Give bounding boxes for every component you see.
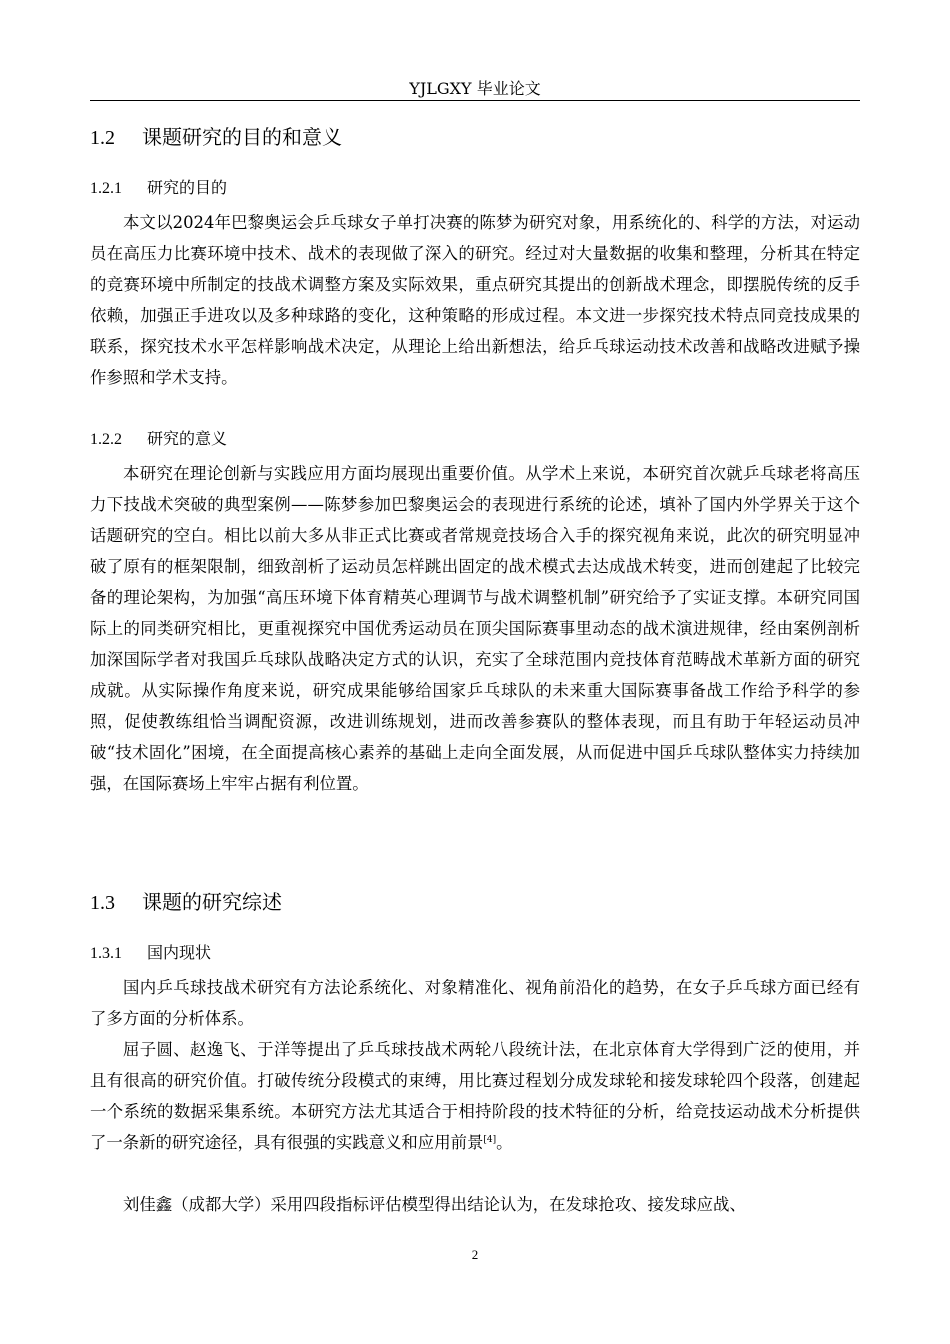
subsection-number: 1.2.2 [90,431,122,448]
subsection-heading-1-2-2 [90,426,227,449]
paragraph-domestic-overview: 国内乒乓球技战术研究有方法论系统化、对象精准化、视角前沿化的趋势，在女子乒乓球方面已经有了多方面的分析体系。 [90,978,860,1028]
section-title: 课题研究的目的和意义 [142,125,342,149]
subsection-title: 研究的意义 [147,429,228,448]
section-heading-1-3 [90,886,282,915]
paragraph-two-round-eight-stage-method [90,1034,860,1158]
subsection-title: 研究的目的 [147,178,228,197]
paragraph-text: 屈子圆、赵逸飞、于洋等提出了乒乓球技战术两轮八段统计法，在北京体育大学得到广泛的使用，并且有很高的研究价值。打破传统分段模式的束缚，用比赛过程划分成发球轮和接发球轮四个段落，创建起一个系统的数据采集系统。本研究方法尤其适合于相持阶段的技术特征的分析，给竞技运动战术分析提供了一条新的研究途径，具有很强的实践意义和应用前景 [90,1040,860,1152]
section-heading-1-2 [90,121,342,150]
subsection-title: 国内现状 [147,943,212,962]
subsection-heading-1-3-1 [90,940,211,963]
paragraph-research-purpose: 本文以2024年巴黎奥运会乒乓球女子单打决赛的陈梦为研究对象，用系统化的、科学的方法，对运动员在高压力比赛环境中技术、战术的表现做了深入的研究。经过对大量数据的收集和整理，分析其在特定的竞赛环境中所制定的技战术调整方案及实际效果，重点研究其提出的创新战术理念，即摆脱传统的反手依赖，加强正手进攻以及多种球路的变化，这种策略的形成过程。本文进一步探究技术特点同竞技成果的联系，探究技术水平怎样影响战术决定，从理论上给出新想法，给乒乓球运动技术改善和战略改进赋予操作参照和学术支持。 [90,213,860,387]
section-title: 课题的研究综述 [142,890,282,914]
paragraph-research-significance: 本研究在理论创新与实践应用方面均展现出重要价值。从学术上来说，本研究首次就乒乓球老将高压力下技战术突破的典型案例——陈梦参加巴黎奥运会的表现进行系统的论述，填补了国内外学界关于这个话题研究的空白。相比以前大多从非正式比赛或者常规竞技场合入手的探究视角来说，此次的研究明显冲破了原有的框架限制，细致剖析了运动员怎样跳出固定的战术模式去达成战术转变，进而创建起了比较完备的理论架构，为加强“高压环境下体育精英心理调节与战术调整机制”研究给予了实证支撑。本研究同国际上的同类研究相比，更重视探究中国优秀运动员在顶尖国际赛事里动态的战术演进规律，经由案例剖析加深国际学者对我国乒乓球队战略决定方式的认识，充实了全球范围内竞技体育范畴战术革新方面的研究成就。从实际操作角度来说，研究成果能够给国家乒乓球队的未来重大国际赛事备战工作给予科学的参照，促使教练组恰当调配资源，改进训练规划，进而改善参赛队的整体表现，而且有助于年轻运动员冲破“技术固化”困境，在全面提高核心素养的基础上走向全面发展，从而促进中国乒乓球队整体实力持续加强，在国际赛场上牢牢占据有利位置。 [90,464,860,793]
citation-ref: [4] [483,1135,497,1145]
paragraph-end: 。 [496,1133,513,1152]
section-number: 1.3 [90,892,115,914]
running-header: YJLGXY 毕业论文 [409,79,541,98]
subsection-number: 1.2.1 [90,180,122,197]
header-rule [90,100,860,101]
subsection-number: 1.3.1 [90,945,122,962]
section-number: 1.2 [90,127,115,149]
subsection-heading-1-2-1 [90,175,227,198]
paragraph-four-stage-model: 刘佳鑫（成都大学）采用四段指标评估模型得出结论认为，在发球抢攻、接发球应战、 [123,1195,746,1214]
page-number: 2 [471,1247,479,1262]
